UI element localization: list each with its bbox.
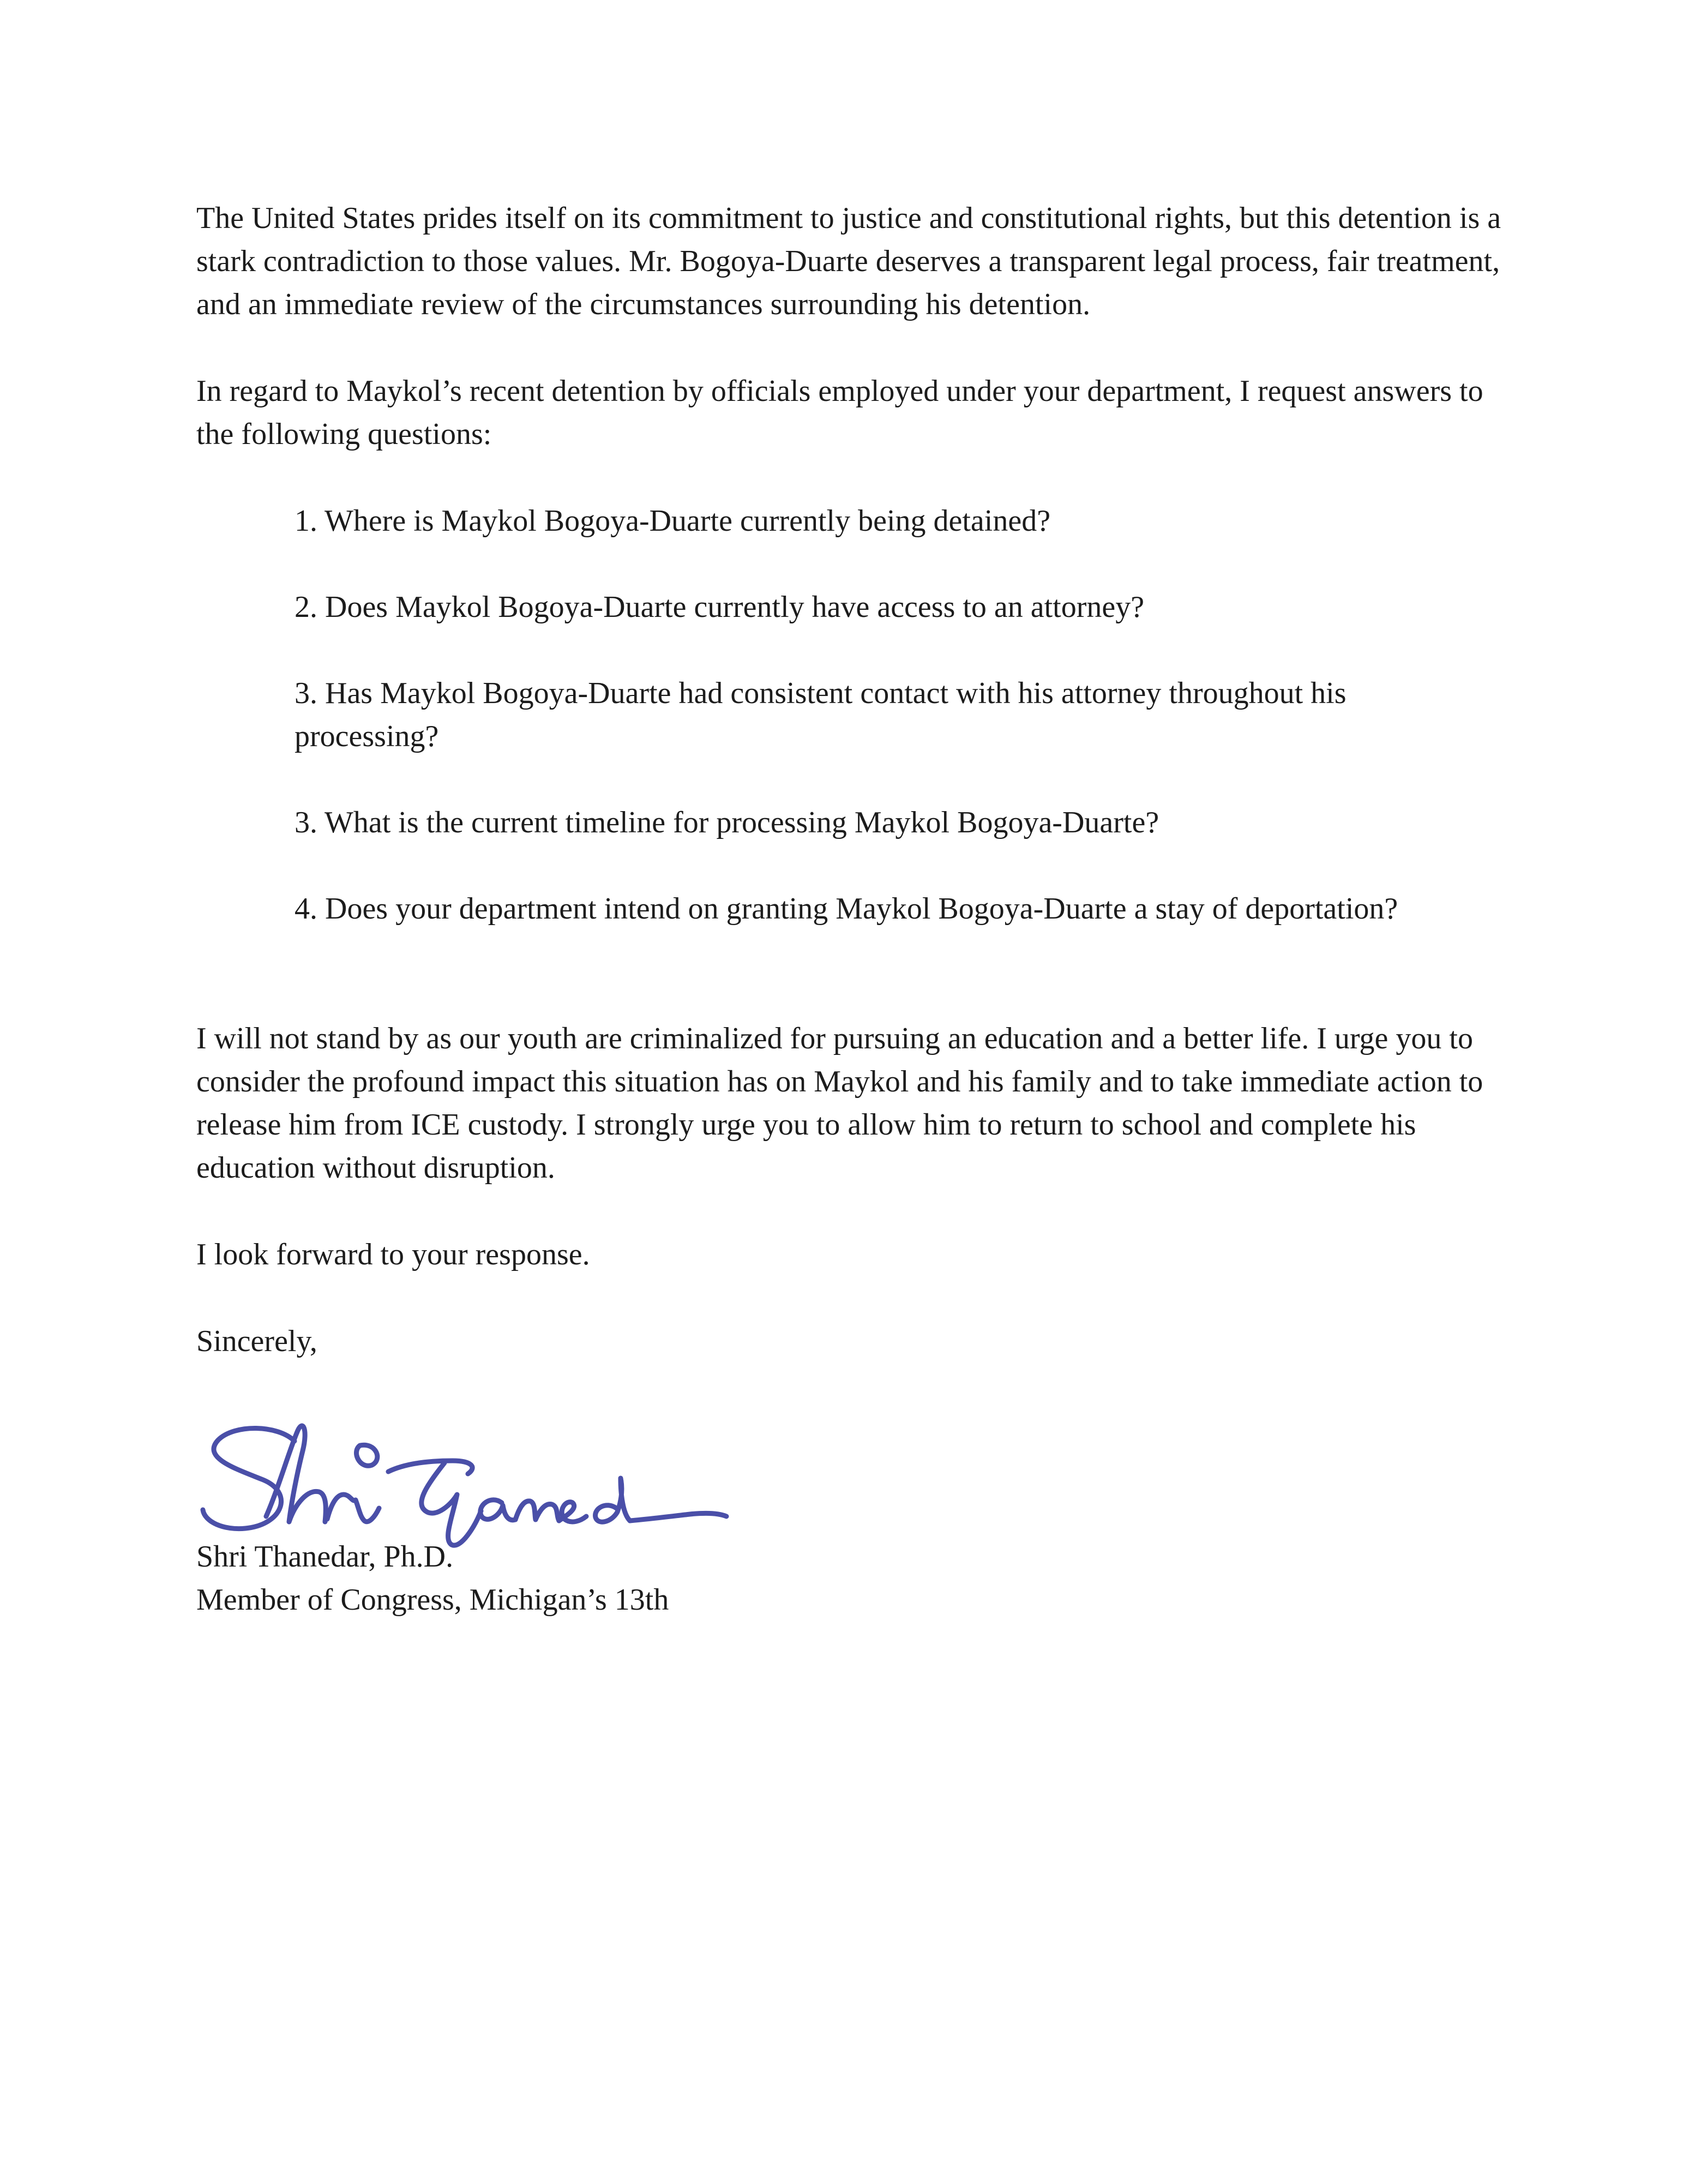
question-item: 2. Does Maykol Bogoya-Duarte currently have access to an attorney? — [294, 590, 1145, 624]
question-item: 3. Has Maykol Bogoya-Duarte had consistent contact with his attorney throughout his processing? — [294, 676, 1347, 753]
signer-name: Shri Thanedar, Ph.D. — [196, 1540, 454, 1574]
question-item: 1. Where is Maykol Bogoya-Duarte currently being detained? — [294, 504, 1051, 538]
paragraph-urge-release: I will not stand by as our youth are criminalized for pursuing an education and a better life. I urge you to consider the profound impact this situation has on Maykol and his family and to take immediate action to release him from ICE custody. I strongly urge you to allow him to return to school and complete his education without disruption. — [196, 1022, 1483, 1185]
closing-line: I look forward to your response. — [196, 1238, 590, 1271]
signer-title: Member of Congress, Michigan’s 13th — [196, 1583, 669, 1617]
sign-off: Sincerely, — [196, 1324, 317, 1358]
paragraph-detention-contradiction: The United States prides itself on its commitment to justice and constitutional rights, but this detention is a stark contradiction to those values. Mr. Bogoya-Duarte deserves a transparent legal process, fair treatment, and an immediate review of the circumstances surrounding his detention. — [196, 201, 1501, 321]
handwritten-signature — [196, 1413, 736, 1555]
question-item: 4. Does your department intend on granting Maykol Bogoya-Duarte a stay of deportation? — [294, 892, 1398, 926]
question-item: 3. What is the current timeline for processing Maykol Bogoya-Duarte? — [294, 806, 1159, 839]
paragraph-request-answers: In regard to Maykol’s recent detention by officials employed under your department, I request answers to the following questions: — [196, 374, 1483, 451]
